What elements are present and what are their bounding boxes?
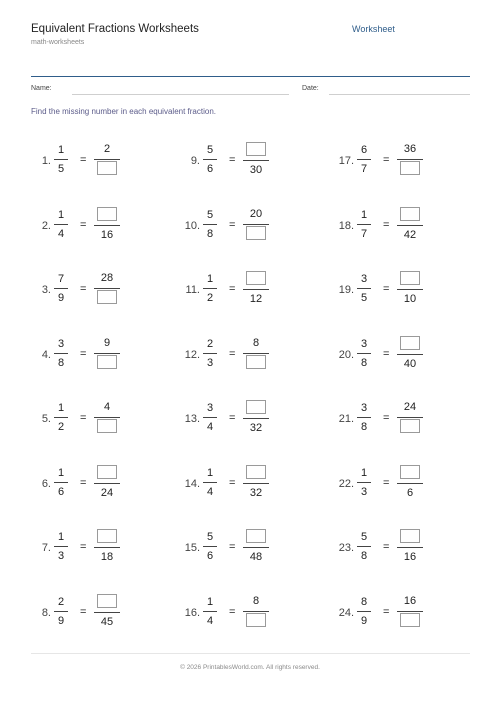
target-denominator: 40 (403, 357, 417, 370)
answer-box[interactable] (400, 207, 420, 221)
problem-item (338, 466, 500, 506)
target-denominator: 18 (100, 551, 114, 563)
given-denominator: 8 (206, 227, 214, 240)
fraction-bar (243, 418, 269, 419)
fraction-bar (243, 547, 269, 548)
answer-box[interactable] (400, 271, 420, 285)
equals-sign: = (229, 283, 236, 295)
given-denominator: 5 (360, 292, 368, 304)
given-fraction (357, 337, 371, 370)
given-denominator: 8 (57, 356, 65, 369)
target-numerator: 20 (249, 207, 263, 220)
problem-number: 7. (41, 542, 51, 554)
target-numerator-slot (94, 207, 120, 224)
target-denominator-slot (397, 613, 423, 630)
problem-number: 14. (184, 477, 200, 490)
name-label: Name: (31, 85, 52, 92)
fraction-bar (203, 546, 217, 547)
given-denominator: 3 (57, 550, 65, 562)
target-fraction (397, 141, 423, 178)
target-fraction (243, 141, 269, 179)
problem-item (41, 401, 204, 441)
problem-number: 22. (338, 477, 354, 490)
given-numerator: 1 (57, 531, 65, 543)
given-denominator: 6 (57, 485, 65, 498)
given-denominator: 9 (360, 614, 368, 627)
problem-item (41, 336, 204, 377)
target-fraction (94, 270, 120, 307)
problem-number: 20. (338, 348, 354, 361)
problem-item (184, 336, 353, 377)
given-fraction (54, 143, 68, 176)
equals-sign: = (383, 476, 390, 489)
date-field[interactable] (329, 94, 470, 95)
given-numerator: 3 (57, 337, 65, 350)
worksheet-tag: Worksheet (352, 24, 395, 34)
target-fraction (243, 206, 269, 243)
problem-number: 6. (41, 477, 51, 490)
equals-sign: = (229, 218, 236, 231)
given-denominator: 8 (360, 421, 368, 433)
answer-box[interactable] (400, 161, 420, 175)
fraction-bar (54, 482, 68, 483)
equals-sign: = (383, 154, 390, 166)
given-fraction (357, 401, 371, 434)
fraction-bar (397, 159, 423, 160)
problem-number: 24. (338, 606, 354, 619)
answer-box[interactable] (97, 594, 117, 608)
problem-number: 8. (41, 606, 51, 619)
target-numerator-slot (94, 594, 120, 611)
fraction-bar (54, 353, 68, 354)
given-numerator: 3 (360, 273, 368, 285)
problem-item (41, 466, 204, 506)
fraction-bar (397, 483, 423, 484)
fraction-bar (203, 482, 217, 483)
problem-item (41, 530, 204, 570)
given-fraction (54, 208, 68, 241)
equals-sign: = (80, 218, 87, 231)
equals-sign: = (383, 541, 390, 553)
fraction-bar (94, 612, 120, 613)
given-denominator: 4 (206, 614, 214, 627)
given-numerator: 3 (206, 402, 214, 414)
target-denominator-slot (243, 226, 269, 243)
problem-number: 21. (338, 413, 354, 425)
given-fraction (54, 401, 68, 434)
problem-item (338, 272, 500, 312)
given-fraction (203, 530, 217, 563)
given-numerator: 1 (206, 273, 214, 285)
fraction-bar (94, 288, 120, 289)
equals-sign: = (383, 412, 390, 424)
problem-number: 19. (338, 284, 354, 296)
fraction-bar (94, 159, 120, 160)
target-numerator-slot (243, 400, 269, 417)
given-numerator: 7 (57, 273, 65, 285)
problem-item (184, 466, 353, 506)
given-denominator: 3 (206, 356, 214, 369)
equals-sign: = (383, 218, 390, 231)
problem-number: 3. (41, 284, 51, 296)
answer-box[interactable] (97, 161, 117, 175)
target-denominator: 45 (100, 615, 114, 628)
given-numerator: 5 (360, 531, 368, 543)
given-fraction (203, 337, 217, 370)
given-numerator: 3 (360, 402, 368, 414)
answer-box[interactable] (246, 400, 266, 414)
equals-sign: = (80, 476, 87, 489)
target-numerator: 28 (100, 272, 114, 284)
problem-item (184, 207, 353, 248)
given-numerator: 6 (360, 144, 368, 156)
fraction-bar (397, 417, 423, 418)
target-numerator-slot (243, 271, 269, 288)
fraction-bar (357, 353, 371, 354)
target-denominator-slot (94, 355, 120, 372)
problem-item (185, 272, 353, 312)
target-fraction (94, 206, 120, 244)
target-denominator-slot (94, 290, 120, 307)
answer-box[interactable] (97, 465, 117, 479)
target-fraction (397, 206, 423, 244)
problem-item (190, 143, 353, 183)
problem-number: 15. (184, 542, 200, 554)
target-fraction (94, 141, 120, 178)
fraction-bar (397, 289, 423, 290)
target-fraction (94, 593, 120, 631)
given-fraction (357, 466, 371, 499)
given-fraction (54, 272, 68, 305)
given-numerator: 1 (57, 402, 65, 414)
target-denominator-slot (94, 161, 120, 178)
target-numerator-slot (397, 529, 423, 546)
given-numerator: 1 (57, 208, 65, 221)
fraction-bar (203, 611, 217, 612)
problem-number: 9. (190, 155, 200, 167)
problem-item (41, 595, 204, 635)
target-numerator-slot (397, 465, 423, 482)
fraction-bar (94, 353, 120, 354)
problem-item (338, 143, 500, 183)
date-label: Date: (302, 85, 319, 92)
problem-number: 17. (338, 155, 354, 167)
given-numerator: 1 (57, 144, 65, 156)
target-denominator: 16 (100, 228, 114, 241)
fraction-bar (357, 611, 371, 612)
equals-sign: = (80, 541, 87, 553)
fraction-bar (203, 288, 217, 289)
problem-number: 18. (338, 219, 354, 232)
fraction-bar (357, 417, 371, 418)
given-numerator: 5 (206, 144, 214, 156)
target-fraction (243, 528, 269, 566)
target-numerator: 9 (103, 336, 111, 349)
problem-item (338, 208, 500, 248)
given-numerator: 5 (206, 531, 214, 543)
problem-number: 2. (41, 219, 51, 232)
answer-box[interactable] (246, 271, 266, 285)
given-fraction (203, 595, 217, 628)
target-fraction (243, 270, 269, 308)
problem-number: 1. (41, 155, 51, 167)
target-numerator-slot (243, 142, 269, 159)
fraction-bar (203, 224, 217, 225)
answer-box[interactable] (400, 465, 420, 479)
target-fraction (94, 399, 120, 436)
target-numerator-slot (243, 465, 269, 482)
fraction-bar (397, 225, 423, 226)
given-numerator: 8 (360, 595, 368, 608)
footer-divider (31, 653, 470, 654)
fraction-bar (54, 417, 68, 418)
problem-number: 5. (41, 413, 51, 425)
equals-sign: = (229, 605, 236, 618)
fraction-bar (357, 482, 371, 483)
given-denominator: 6 (206, 163, 214, 175)
equals-sign: = (80, 347, 87, 360)
fraction-bar (357, 288, 371, 289)
target-numerator: 4 (103, 401, 111, 413)
copyright-text: © 2026 PrintablesWorld.com. All rights reserved. (180, 664, 320, 671)
answer-box[interactable] (400, 419, 420, 433)
fraction-bar (203, 353, 217, 354)
fraction-bar (397, 547, 423, 548)
target-fraction (243, 464, 269, 502)
given-denominator: 9 (57, 292, 65, 304)
given-numerator: 1 (57, 466, 65, 479)
given-denominator: 7 (360, 163, 368, 175)
target-fraction (243, 593, 269, 630)
given-numerator: 2 (206, 337, 214, 350)
problem-number: 13. (184, 413, 200, 425)
equals-sign: = (80, 412, 87, 424)
given-fraction (203, 466, 217, 499)
problem-item (338, 594, 500, 635)
target-denominator-slot (243, 613, 269, 630)
given-fraction (357, 272, 371, 305)
fraction-bar (397, 611, 423, 612)
given-numerator: 3 (360, 337, 368, 350)
equals-sign: = (383, 605, 390, 618)
given-fraction (54, 466, 68, 499)
answer-box[interactable] (97, 290, 117, 304)
equals-sign: = (383, 347, 390, 360)
problem-number: 12. (184, 348, 200, 361)
problem-item (338, 337, 500, 377)
given-numerator: 1 (206, 595, 214, 608)
given-fraction (203, 208, 217, 241)
problem-item (338, 401, 500, 441)
target-denominator-slot (397, 419, 423, 436)
fraction-bar (357, 159, 371, 160)
given-numerator: 1 (360, 208, 368, 221)
given-denominator: 3 (360, 485, 368, 498)
fraction-bar (243, 483, 269, 484)
target-denominator-slot (397, 161, 423, 178)
given-fraction (357, 143, 371, 176)
target-fraction (397, 399, 423, 436)
problem-item (184, 530, 353, 570)
fraction-bar (54, 288, 68, 289)
given-denominator: 4 (206, 421, 214, 433)
target-denominator: 32 (249, 422, 263, 434)
given-numerator: 1 (360, 466, 368, 479)
header-divider (31, 76, 470, 77)
target-fraction (397, 270, 423, 308)
given-denominator: 4 (206, 485, 214, 498)
target-fraction (94, 464, 120, 502)
fraction-bar (94, 225, 120, 226)
given-fraction (203, 401, 217, 434)
answer-box[interactable] (246, 465, 266, 479)
equals-sign: = (229, 541, 236, 553)
fraction-bar (243, 160, 269, 161)
given-denominator: 8 (360, 356, 368, 369)
answer-box[interactable] (246, 142, 266, 156)
target-denominator-slot (94, 419, 120, 436)
answer-box[interactable] (97, 419, 117, 433)
target-numerator: 36 (403, 143, 417, 155)
problem-number: 11. (185, 284, 200, 296)
fraction-bar (54, 611, 68, 612)
equals-sign: = (80, 605, 87, 618)
problem-item (41, 272, 204, 312)
target-fraction (243, 399, 269, 437)
target-fraction (94, 528, 120, 566)
target-numerator: 24 (403, 401, 417, 413)
answer-box[interactable] (97, 529, 117, 543)
target-numerator-slot (94, 529, 120, 546)
problem-item (338, 530, 500, 570)
equals-sign: = (229, 412, 236, 424)
problem-number: 10. (184, 219, 200, 232)
fraction-bar (94, 417, 120, 418)
target-numerator-slot (397, 271, 423, 288)
fraction-bar (94, 547, 120, 548)
target-numerator: 8 (252, 594, 260, 607)
given-fraction (357, 530, 371, 563)
instructions: Find the missing number in each equivalent fraction. (31, 107, 216, 116)
target-numerator: 2 (103, 143, 111, 155)
target-fraction (397, 335, 423, 373)
fraction-bar (203, 159, 217, 160)
given-fraction (357, 595, 371, 628)
equals-sign: = (229, 347, 236, 360)
problem-item (41, 143, 204, 183)
worksheet-title: Equivalent Fractions Worksheets (31, 23, 199, 35)
target-numerator: 8 (252, 336, 260, 349)
answer-box[interactable] (400, 613, 420, 627)
problem-number: 16. (184, 606, 200, 619)
answer-box[interactable] (246, 355, 266, 369)
given-fraction (203, 272, 217, 305)
equals-sign: = (383, 283, 390, 295)
fraction-bar (243, 289, 269, 290)
equals-sign: = (80, 283, 87, 295)
target-denominator-slot (243, 355, 269, 372)
target-denominator: 16 (403, 551, 417, 563)
fraction-bar (397, 354, 423, 355)
answer-box[interactable] (246, 529, 266, 543)
target-fraction (397, 528, 423, 566)
target-denominator: 12 (249, 293, 263, 305)
problem-number: 23. (338, 542, 354, 554)
target-denominator: 32 (249, 486, 263, 499)
target-denominator: 10 (403, 293, 417, 305)
target-denominator: 48 (249, 551, 263, 563)
given-denominator: 8 (360, 550, 368, 562)
given-fraction (54, 530, 68, 563)
given-numerator: 1 (206, 466, 214, 479)
given-denominator: 4 (57, 227, 65, 240)
target-denominator: 42 (403, 228, 417, 241)
answer-box[interactable] (97, 355, 117, 369)
target-fraction (94, 335, 120, 372)
problem-number: 4. (41, 348, 51, 361)
equals-sign: = (229, 154, 236, 166)
equals-sign: = (80, 154, 87, 166)
target-denominator: 6 (406, 486, 414, 499)
equals-sign: = (229, 476, 236, 489)
answer-box[interactable] (400, 336, 420, 350)
given-denominator: 7 (360, 227, 368, 240)
answer-box[interactable] (400, 529, 420, 543)
target-denominator: 30 (249, 164, 263, 176)
fraction-bar (54, 546, 68, 547)
given-denominator: 9 (57, 614, 65, 627)
given-denominator: 6 (206, 550, 214, 562)
target-numerator-slot (397, 207, 423, 224)
fraction-bar (54, 224, 68, 225)
given-denominator: 2 (206, 292, 214, 304)
fraction-bar (94, 483, 120, 484)
fraction-bar (243, 611, 269, 612)
fraction-bar (357, 224, 371, 225)
problem-item (41, 208, 204, 248)
worksheet-subtitle: math-worksheets (31, 39, 85, 46)
target-fraction (397, 593, 423, 630)
fraction-bar (243, 353, 269, 354)
given-numerator: 2 (57, 595, 65, 608)
given-fraction (357, 208, 371, 241)
fraction-bar (54, 159, 68, 160)
target-denominator: 24 (100, 486, 114, 499)
fraction-bar (357, 546, 371, 547)
given-denominator: 2 (57, 421, 65, 433)
answer-box[interactable] (97, 207, 117, 221)
target-fraction (243, 335, 269, 372)
target-numerator-slot (94, 465, 120, 482)
given-fraction (54, 337, 68, 370)
problem-item (184, 401, 353, 441)
target-numerator-slot (243, 529, 269, 546)
problem-item (184, 594, 353, 635)
fraction-bar (203, 417, 217, 418)
given-numerator: 5 (206, 208, 214, 221)
given-denominator: 5 (57, 163, 65, 175)
target-numerator: 16 (403, 594, 417, 607)
given-fraction (203, 143, 217, 176)
target-numerator-slot (397, 336, 423, 353)
name-field[interactable] (72, 94, 289, 95)
answer-box[interactable] (246, 226, 266, 240)
target-fraction (397, 464, 423, 502)
fraction-bar (243, 224, 269, 225)
given-fraction (54, 595, 68, 628)
answer-box[interactable] (246, 613, 266, 627)
